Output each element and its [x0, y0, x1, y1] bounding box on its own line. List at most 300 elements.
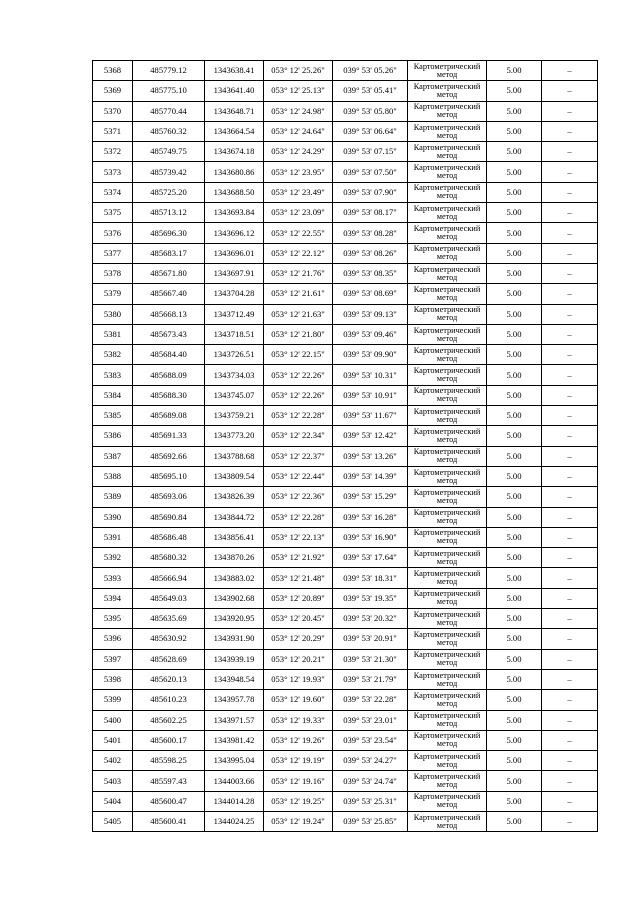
longitude-cell: 039° 53' 22.28" — [333, 690, 408, 710]
method-cell: Картометрический метод — [408, 284, 487, 304]
y-coordinate-cell: 1343773.20 — [205, 426, 264, 446]
accuracy-cell: 5.00 — [487, 223, 542, 243]
latitude-cell: 053° 12' 19.33" — [264, 710, 333, 730]
method-cell: Картометрический метод — [408, 121, 487, 141]
y-coordinate-cell: 1343745.07 — [205, 385, 264, 405]
latitude-cell: 053° 12' 22.28" — [264, 507, 333, 527]
latitude-cell: 053° 12' 22.44" — [264, 466, 333, 486]
accuracy-cell: 5.00 — [487, 548, 542, 568]
y-coordinate-cell: 1343931.90 — [205, 629, 264, 649]
table-row — [93, 446, 598, 466]
longitude-cell: 039° 53' 10.91" — [333, 385, 408, 405]
latitude-cell: 053° 12' 20.45" — [264, 609, 333, 629]
note-cell: – — [542, 223, 598, 243]
method-cell: Картометрический метод — [408, 182, 487, 202]
longitude-cell: 039° 53' 05.41" — [333, 81, 408, 101]
x-coordinate-cell: 485597.43 — [133, 771, 205, 791]
x-coordinate-cell: 485684.40 — [133, 345, 205, 365]
x-coordinate-cell: 485635.69 — [133, 609, 205, 629]
point-number-cell: 5399 — [93, 690, 133, 710]
x-coordinate-cell: 485749.75 — [133, 142, 205, 162]
note-cell: – — [542, 690, 598, 710]
accuracy-cell: 5.00 — [487, 365, 542, 385]
table-row — [93, 385, 598, 405]
method-cell: Картометрический метод — [408, 223, 487, 243]
table-row — [93, 203, 598, 223]
longitude-cell: 039° 53' 07.15" — [333, 142, 408, 162]
y-coordinate-cell: 1343870.26 — [205, 548, 264, 568]
latitude-cell: 053° 12' 22.26" — [264, 385, 333, 405]
note-cell: – — [542, 406, 598, 426]
x-coordinate-cell: 485668.13 — [133, 304, 205, 324]
note-cell: – — [542, 81, 598, 101]
latitude-cell: 053° 12' 22.13" — [264, 527, 333, 547]
latitude-cell: 053° 12' 24.29" — [264, 142, 333, 162]
note-cell: – — [542, 811, 598, 831]
method-cell: Картометрический метод — [408, 669, 487, 689]
method-cell: Картометрический метод — [408, 710, 487, 730]
accuracy-cell: 5.00 — [487, 507, 542, 527]
table-row — [93, 162, 598, 182]
method-cell: Картометрический метод — [408, 426, 487, 446]
latitude-cell: 053° 12' 21.48" — [264, 568, 333, 588]
note-cell: – — [542, 345, 598, 365]
latitude-cell: 053° 12' 24.64" — [264, 121, 333, 141]
x-coordinate-cell: 485620.13 — [133, 669, 205, 689]
point-number-cell: 5375 — [93, 203, 133, 223]
accuracy-cell: 5.00 — [487, 446, 542, 466]
note-cell: – — [542, 629, 598, 649]
point-number-cell: 5386 — [93, 426, 133, 446]
method-cell: Картометрический метод — [408, 365, 487, 385]
accuracy-cell: 5.00 — [487, 182, 542, 202]
method-cell: Картометрический метод — [408, 527, 487, 547]
method-cell: Картометрический метод — [408, 690, 487, 710]
longitude-cell: 039° 53' 21.79" — [333, 669, 408, 689]
table-row — [93, 811, 598, 831]
method-cell: Картометрический метод — [408, 507, 487, 527]
table-row — [93, 507, 598, 527]
note-cell: – — [542, 751, 598, 771]
accuracy-cell: 5.00 — [487, 771, 542, 791]
y-coordinate-cell: 1343883.02 — [205, 568, 264, 588]
method-cell: Картометрический метод — [408, 61, 487, 81]
y-coordinate-cell: 1343856.41 — [205, 527, 264, 547]
longitude-cell: 039° 53' 11.67" — [333, 406, 408, 426]
x-coordinate-cell: 485602.25 — [133, 710, 205, 730]
y-coordinate-cell: 1343680.86 — [205, 162, 264, 182]
longitude-cell: 039° 53' 15.29" — [333, 487, 408, 507]
latitude-cell: 053° 12' 23.09" — [264, 203, 333, 223]
point-number-cell: 5389 — [93, 487, 133, 507]
note-cell: – — [542, 446, 598, 466]
table-row — [93, 527, 598, 547]
point-number-cell: 5381 — [93, 324, 133, 344]
method-cell: Картометрический метод — [408, 304, 487, 324]
point-number-cell: 5378 — [93, 263, 133, 283]
x-coordinate-cell: 485667.40 — [133, 284, 205, 304]
method-cell: Картометрический метод — [408, 81, 487, 101]
method-cell: Картометрический метод — [408, 548, 487, 568]
table-row — [93, 487, 598, 507]
accuracy-cell: 5.00 — [487, 527, 542, 547]
table-row — [93, 771, 598, 791]
longitude-cell: 039° 53' 07.50" — [333, 162, 408, 182]
point-number-cell: 5368 — [93, 61, 133, 81]
method-cell: Картометрический метод — [408, 385, 487, 405]
point-number-cell: 5397 — [93, 649, 133, 669]
x-coordinate-cell: 485693.06 — [133, 487, 205, 507]
note-cell: – — [542, 771, 598, 791]
x-coordinate-cell: 485628.69 — [133, 649, 205, 669]
table-row — [93, 324, 598, 344]
note-cell: – — [542, 121, 598, 141]
longitude-cell: 039° 53' 08.35" — [333, 263, 408, 283]
x-coordinate-cell: 485649.03 — [133, 588, 205, 608]
accuracy-cell: 5.00 — [487, 629, 542, 649]
note-cell: – — [542, 609, 598, 629]
longitude-cell: 039° 53' 12.42" — [333, 426, 408, 446]
note-cell: – — [542, 649, 598, 669]
latitude-cell: 053° 12' 19.24" — [264, 811, 333, 831]
y-coordinate-cell: 1343696.12 — [205, 223, 264, 243]
method-cell: Картометрический метод — [408, 162, 487, 182]
latitude-cell: 053° 12' 22.28" — [264, 406, 333, 426]
note-cell: – — [542, 243, 598, 263]
longitude-cell: 039° 53' 05.26" — [333, 61, 408, 81]
y-coordinate-cell: 1343809.54 — [205, 466, 264, 486]
table-row — [93, 304, 598, 324]
method-cell: Картометрический метод — [408, 406, 487, 426]
accuracy-cell: 5.00 — [487, 324, 542, 344]
point-number-cell: 5383 — [93, 365, 133, 385]
accuracy-cell: 5.00 — [487, 345, 542, 365]
longitude-cell: 039° 53' 23.54" — [333, 730, 408, 750]
note-cell: – — [542, 527, 598, 547]
note-cell: – — [542, 182, 598, 202]
accuracy-cell: 5.00 — [487, 284, 542, 304]
accuracy-cell: 5.00 — [487, 61, 542, 81]
y-coordinate-cell: 1343981.42 — [205, 730, 264, 750]
method-cell: Картометрический метод — [408, 629, 487, 649]
x-coordinate-cell: 485695.10 — [133, 466, 205, 486]
point-number-cell: 5404 — [93, 791, 133, 811]
x-coordinate-cell: 485686.48 — [133, 527, 205, 547]
method-cell: Картометрический метод — [408, 345, 487, 365]
x-coordinate-cell: 485673.43 — [133, 324, 205, 344]
note-cell: – — [542, 365, 598, 385]
method-cell: Картометрический метод — [408, 487, 487, 507]
point-number-cell: 5385 — [93, 406, 133, 426]
point-number-cell: 5384 — [93, 385, 133, 405]
point-number-cell: 5379 — [93, 284, 133, 304]
x-coordinate-cell: 485683.17 — [133, 243, 205, 263]
method-cell: Картометрический метод — [408, 203, 487, 223]
y-coordinate-cell: 1343641.40 — [205, 81, 264, 101]
method-cell: Картометрический метод — [408, 751, 487, 771]
x-coordinate-cell: 485600.17 — [133, 730, 205, 750]
accuracy-cell: 5.00 — [487, 243, 542, 263]
x-coordinate-cell: 485671.80 — [133, 263, 205, 283]
point-number-cell: 5392 — [93, 548, 133, 568]
point-number-cell: 5390 — [93, 507, 133, 527]
latitude-cell: 053° 12' 19.60" — [264, 690, 333, 710]
note-cell: – — [542, 730, 598, 750]
point-number-cell: 5398 — [93, 669, 133, 689]
x-coordinate-cell: 485688.09 — [133, 365, 205, 385]
longitude-cell: 039° 53' 19.35" — [333, 588, 408, 608]
note-cell: – — [542, 710, 598, 730]
accuracy-cell: 5.00 — [487, 406, 542, 426]
method-cell: Картометрический метод — [408, 811, 487, 831]
accuracy-cell: 5.00 — [487, 385, 542, 405]
y-coordinate-cell: 1343788.68 — [205, 446, 264, 466]
method-cell: Картометрический метод — [408, 446, 487, 466]
y-coordinate-cell: 1343638.41 — [205, 61, 264, 81]
y-coordinate-cell: 1343712.49 — [205, 304, 264, 324]
accuracy-cell: 5.00 — [487, 669, 542, 689]
table-row — [93, 690, 598, 710]
table-row — [93, 568, 598, 588]
y-coordinate-cell: 1344003.66 — [205, 771, 264, 791]
y-coordinate-cell: 1343696.01 — [205, 243, 264, 263]
accuracy-cell: 5.00 — [487, 751, 542, 771]
y-coordinate-cell: 1343718.51 — [205, 324, 264, 344]
x-coordinate-cell: 485688.30 — [133, 385, 205, 405]
method-cell: Картометрический метод — [408, 466, 487, 486]
longitude-cell: 039° 53' 07.90" — [333, 182, 408, 202]
longitude-cell: 039° 53' 09.90" — [333, 345, 408, 365]
table-row — [93, 101, 598, 121]
x-coordinate-cell: 485760.32 — [133, 121, 205, 141]
accuracy-cell: 5.00 — [487, 811, 542, 831]
table-row — [93, 243, 598, 263]
method-cell: Картометрический метод — [408, 243, 487, 263]
accuracy-cell: 5.00 — [487, 730, 542, 750]
table-row — [93, 710, 598, 730]
latitude-cell: 053° 12' 23.95" — [264, 162, 333, 182]
accuracy-cell: 5.00 — [487, 710, 542, 730]
latitude-cell: 053° 12' 20.89" — [264, 588, 333, 608]
table-row — [93, 466, 598, 486]
y-coordinate-cell: 1343971.57 — [205, 710, 264, 730]
method-cell: Картометрический метод — [408, 730, 487, 750]
accuracy-cell: 5.00 — [487, 487, 542, 507]
table-row — [93, 182, 598, 202]
method-cell: Картометрический метод — [408, 609, 487, 629]
table-body — [93, 61, 598, 832]
x-coordinate-cell: 485696.30 — [133, 223, 205, 243]
note-cell: – — [542, 142, 598, 162]
note-cell: – — [542, 426, 598, 446]
latitude-cell: 053° 12' 21.76" — [264, 263, 333, 283]
method-cell: Картометрический метод — [408, 649, 487, 669]
x-coordinate-cell: 485770.44 — [133, 101, 205, 121]
table-row — [93, 345, 598, 365]
y-coordinate-cell: 1343734.03 — [205, 365, 264, 385]
accuracy-cell: 5.00 — [487, 609, 542, 629]
method-cell: Картометрический метод — [408, 771, 487, 791]
x-coordinate-cell: 485600.47 — [133, 791, 205, 811]
longitude-cell: 039° 53' 20.91" — [333, 629, 408, 649]
y-coordinate-cell: 1343920.95 — [205, 609, 264, 629]
note-cell: – — [542, 548, 598, 568]
y-coordinate-cell: 1343826.39 — [205, 487, 264, 507]
table-row — [93, 61, 598, 81]
y-coordinate-cell: 1343759.21 — [205, 406, 264, 426]
accuracy-cell: 5.00 — [487, 81, 542, 101]
method-cell: Картометрический метод — [408, 142, 487, 162]
x-coordinate-cell: 485739.42 — [133, 162, 205, 182]
longitude-cell: 039° 53' 09.13" — [333, 304, 408, 324]
latitude-cell: 053° 12' 19.26" — [264, 730, 333, 750]
method-cell: Картометрический метод — [408, 791, 487, 811]
latitude-cell: 053° 12' 22.37" — [264, 446, 333, 466]
table-row — [93, 588, 598, 608]
point-number-cell: 5380 — [93, 304, 133, 324]
x-coordinate-cell: 485680.32 — [133, 548, 205, 568]
latitude-cell: 053° 12' 21.80" — [264, 324, 333, 344]
note-cell: – — [542, 284, 598, 304]
point-number-cell: 5403 — [93, 771, 133, 791]
x-coordinate-cell: 485692.66 — [133, 446, 205, 466]
longitude-cell: 039° 53' 21.30" — [333, 649, 408, 669]
y-coordinate-cell: 1344024.25 — [205, 811, 264, 831]
x-coordinate-cell: 485666.94 — [133, 568, 205, 588]
longitude-cell: 039° 53' 05.80" — [333, 101, 408, 121]
y-coordinate-cell: 1343664.54 — [205, 121, 264, 141]
latitude-cell: 053° 12' 22.12" — [264, 243, 333, 263]
longitude-cell: 039° 53' 06.64" — [333, 121, 408, 141]
accuracy-cell: 5.00 — [487, 588, 542, 608]
note-cell: – — [542, 162, 598, 182]
longitude-cell: 039° 53' 10.31" — [333, 365, 408, 385]
latitude-cell: 053° 12' 22.15" — [264, 345, 333, 365]
accuracy-cell: 5.00 — [487, 121, 542, 141]
latitude-cell: 053° 12' 19.19" — [264, 751, 333, 771]
accuracy-cell: 5.00 — [487, 101, 542, 121]
note-cell: – — [542, 669, 598, 689]
accuracy-cell: 5.00 — [487, 304, 542, 324]
y-coordinate-cell: 1343726.51 — [205, 345, 264, 365]
x-coordinate-cell: 485775.10 — [133, 81, 205, 101]
latitude-cell: 053° 12' 24.98" — [264, 101, 333, 121]
method-cell: Картометрический метод — [408, 101, 487, 121]
latitude-cell: 053° 12' 23.49" — [264, 182, 333, 202]
note-cell: – — [542, 324, 598, 344]
table-row — [93, 649, 598, 669]
latitude-cell: 053° 12' 22.26" — [264, 365, 333, 385]
x-coordinate-cell: 485690.84 — [133, 507, 205, 527]
y-coordinate-cell: 1343697.91 — [205, 263, 264, 283]
method-cell: Картометрический метод — [408, 568, 487, 588]
accuracy-cell: 5.00 — [487, 162, 542, 182]
x-coordinate-cell: 485725.20 — [133, 182, 205, 202]
point-number-cell: 5372 — [93, 142, 133, 162]
table-row — [93, 426, 598, 446]
longitude-cell: 039° 53' 16.28" — [333, 507, 408, 527]
table-row — [93, 406, 598, 426]
y-coordinate-cell: 1343648.71 — [205, 101, 264, 121]
method-cell: Картометрический метод — [408, 263, 487, 283]
longitude-cell: 039° 53' 14.39" — [333, 466, 408, 486]
note-cell: – — [542, 568, 598, 588]
x-coordinate-cell: 485689.08 — [133, 406, 205, 426]
x-coordinate-cell: 485713.12 — [133, 203, 205, 223]
accuracy-cell: 5.00 — [487, 142, 542, 162]
y-coordinate-cell: 1343688.50 — [205, 182, 264, 202]
table-row — [93, 81, 598, 101]
note-cell: – — [542, 588, 598, 608]
note-cell: – — [542, 61, 598, 81]
point-number-cell: 5382 — [93, 345, 133, 365]
table-row — [93, 751, 598, 771]
point-number-cell: 5405 — [93, 811, 133, 831]
longitude-cell: 039° 53' 25.31" — [333, 791, 408, 811]
accuracy-cell: 5.00 — [487, 791, 542, 811]
table-row — [93, 142, 598, 162]
note-cell: – — [542, 791, 598, 811]
y-coordinate-cell: 1343957.78 — [205, 690, 264, 710]
accuracy-cell: 5.00 — [487, 426, 542, 446]
point-number-cell: 5393 — [93, 568, 133, 588]
latitude-cell: 053° 12' 21.63" — [264, 304, 333, 324]
y-coordinate-cell: 1343948.54 — [205, 669, 264, 689]
note-cell: – — [542, 263, 598, 283]
accuracy-cell: 5.00 — [487, 649, 542, 669]
latitude-cell: 053° 12' 19.16" — [264, 771, 333, 791]
point-number-cell: 5371 — [93, 121, 133, 141]
point-number-cell: 5396 — [93, 629, 133, 649]
point-number-cell: 5401 — [93, 730, 133, 750]
accuracy-cell: 5.00 — [487, 568, 542, 588]
y-coordinate-cell: 1343902.68 — [205, 588, 264, 608]
longitude-cell: 039° 53' 18.31" — [333, 568, 408, 588]
point-number-cell: 5376 — [93, 223, 133, 243]
note-cell: – — [542, 466, 598, 486]
table-row — [93, 548, 598, 568]
x-coordinate-cell: 485600.41 — [133, 811, 205, 831]
latitude-cell: 053° 12' 22.36" — [264, 487, 333, 507]
accuracy-cell: 5.00 — [487, 263, 542, 283]
longitude-cell: 039° 53' 23.01" — [333, 710, 408, 730]
longitude-cell: 039° 53' 08.69" — [333, 284, 408, 304]
note-cell: – — [542, 304, 598, 324]
latitude-cell: 053° 12' 22.55" — [264, 223, 333, 243]
latitude-cell: 053° 12' 20.29" — [264, 629, 333, 649]
latitude-cell: 053° 12' 19.93" — [264, 669, 333, 689]
y-coordinate-cell: 1343844.72 — [205, 507, 264, 527]
accuracy-cell: 5.00 — [487, 690, 542, 710]
note-cell: – — [542, 203, 598, 223]
longitude-cell: 039° 53' 16.90" — [333, 527, 408, 547]
x-coordinate-cell: 485779.12 — [133, 61, 205, 81]
latitude-cell: 053° 12' 22.34" — [264, 426, 333, 446]
latitude-cell: 053° 12' 25.26" — [264, 61, 333, 81]
longitude-cell: 039° 53' 24.74" — [333, 771, 408, 791]
point-number-cell: 5394 — [93, 588, 133, 608]
latitude-cell: 053° 12' 25.13" — [264, 81, 333, 101]
longitude-cell: 039° 53' 08.26" — [333, 243, 408, 263]
point-number-cell: 5402 — [93, 751, 133, 771]
y-coordinate-cell: 1343704.28 — [205, 284, 264, 304]
point-number-cell: 5377 — [93, 243, 133, 263]
table-row — [93, 284, 598, 304]
point-number-cell: 5387 — [93, 446, 133, 466]
table-row — [93, 365, 598, 385]
note-cell: – — [542, 101, 598, 121]
point-number-cell: 5369 — [93, 81, 133, 101]
